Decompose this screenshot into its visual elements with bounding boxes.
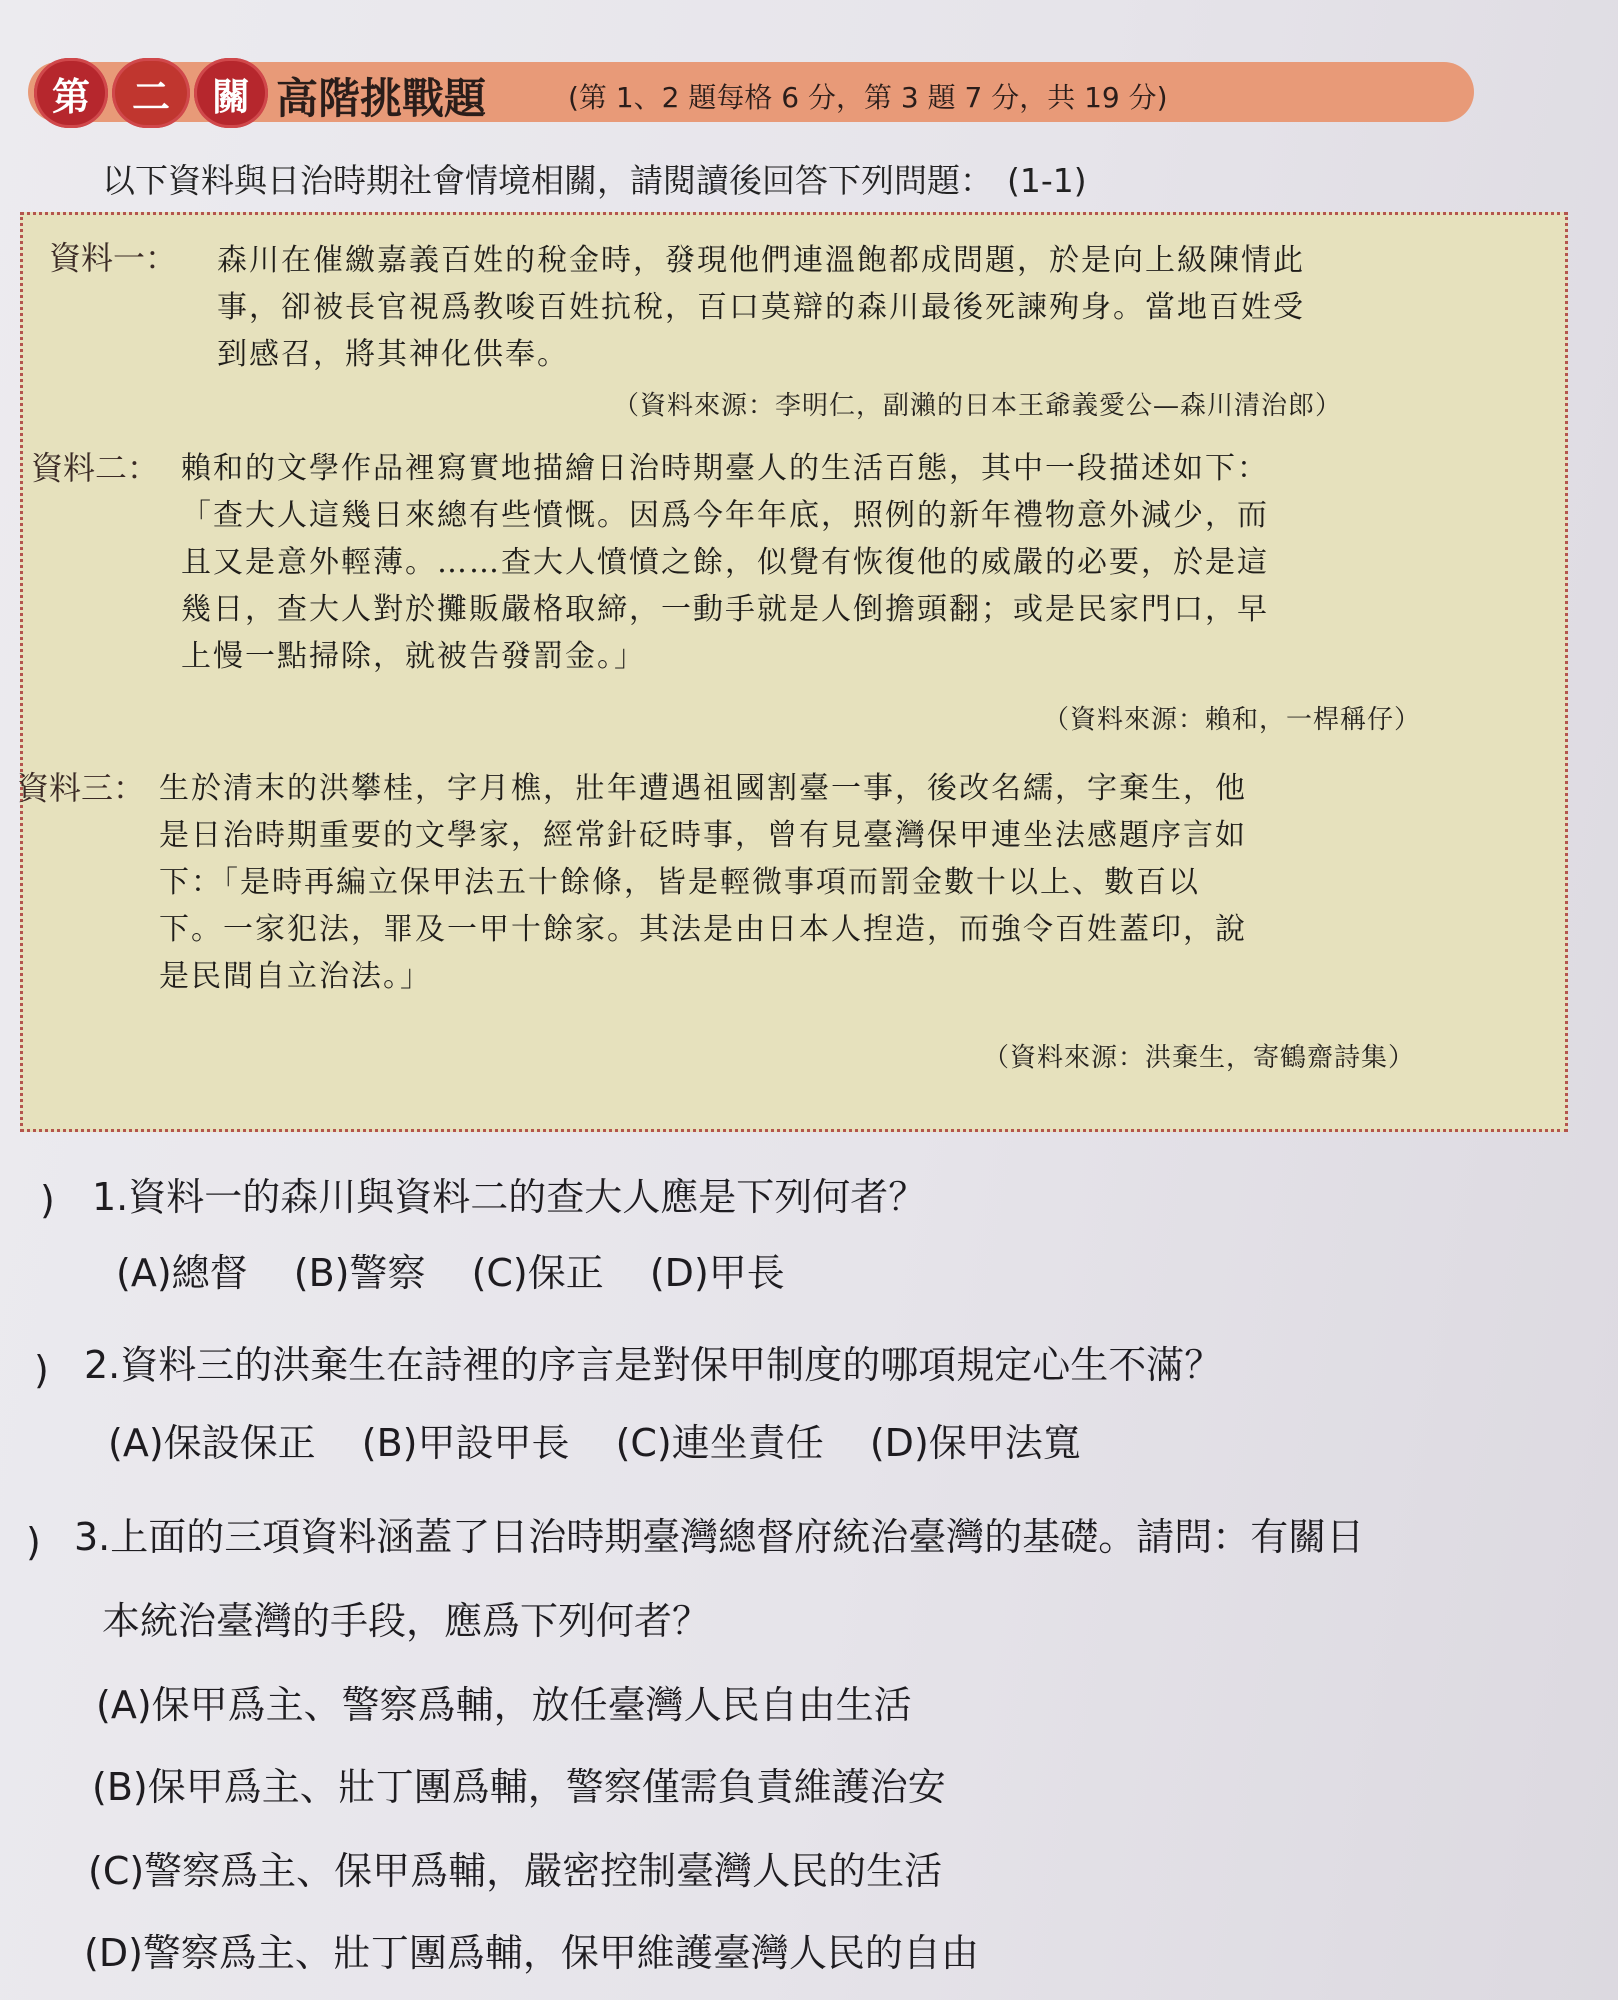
- question-3-stem: 3.上面的三項資料涵蓋了日治時期臺灣總督府統治臺灣的基礎。請問：有關日: [74, 1515, 1365, 1559]
- source-text: [159, 765, 1247, 1000]
- answer-blank[interactable]: ): [26, 1520, 41, 1564]
- answer-blank[interactable]: ): [40, 1178, 55, 1222]
- source-line: 賴和的文學作品裡寫實地描繪日治時期臺人的生活百態，其中一段描述如下：: [181, 451, 1269, 486]
- section-header: [28, 58, 1478, 128]
- source-line: 是日治時期重要的文學家，經常針砭時事，曾有見臺灣保甲連坐法感題序言如: [159, 818, 1247, 853]
- option-d[interactable]: (D)警察爲主、壯丁團爲輔，保甲維護臺灣人民的自由: [84, 1931, 979, 1975]
- source-line: 且又是意外輕薄。……查大人憤憤之餘，似覺有恢復他的威嚴的必要，於是這: [181, 545, 1269, 580]
- option-c[interactable]: (C)警察爲主、保甲爲輔，嚴密控制臺灣人民的生活: [88, 1849, 943, 1893]
- option-b[interactable]: (B)保甲爲主、壯丁團爲輔，警察僅需負責維護治安: [92, 1765, 946, 1809]
- question-code: (1-1): [1007, 161, 1087, 200]
- source-line: 生於清末的洪攀桂，字月樵，壯年遭遇祖國割臺一事，後改名繻，字棄生，他: [159, 771, 1247, 806]
- source-line: 幾日，查大人對於攤販嚴格取締，一動手就是人倒擔頭翻；或是民家門口，早: [181, 592, 1269, 627]
- option-b[interactable]: (B)警察: [293, 1251, 426, 1295]
- source-line: 下：「是時再編立保甲法五十餘條，皆是輕微事項而罰金數十以上、數百以: [159, 865, 1200, 900]
- source-label: 資料一：: [49, 239, 178, 277]
- level-badge: [34, 58, 268, 128]
- answer-blank[interactable]: ): [34, 1348, 49, 1392]
- source-citation: （資料來源：賴和，一桿稱仔）: [1043, 705, 1422, 735]
- option-c[interactable]: (C)連坐責任: [615, 1421, 824, 1465]
- source-text: [181, 445, 1269, 680]
- source-label: 資料三：: [17, 769, 146, 807]
- source-line: 到感召，將其神化供奉。: [217, 337, 569, 372]
- question-2-options: [108, 1412, 1115, 1467]
- option-a[interactable]: (A)總督: [116, 1251, 248, 1295]
- source-label: 資料二：: [31, 449, 160, 487]
- option-b[interactable]: (B)甲設甲長: [361, 1421, 570, 1465]
- intro-text: 以下資料與日治時期社會情境相關，請閱讀後回答下列問題：: [102, 161, 993, 200]
- source-panel: [17, 212, 1568, 1132]
- level-badge-char: 第: [34, 58, 108, 128]
- source-text: [217, 237, 1305, 378]
- question-1-options: [116, 1242, 819, 1297]
- question-2-stem: 2.資料三的洪棄生在詩裡的序言是對保甲制度的哪項規定心生不滿？: [84, 1343, 1223, 1387]
- level-badge-char: 二: [112, 58, 190, 128]
- source-line: 事，卻被長官視爲教唆百姓抗稅，百口莫辯的森川最後死諫殉身。當地百姓受: [217, 290, 1305, 325]
- option-c[interactable]: (C)保正: [471, 1251, 604, 1295]
- scoring-note: (第 1、2 題每格 6 分，第 3 題 7 分，共 19 分): [568, 81, 1168, 114]
- option-a[interactable]: (A)保設保正: [108, 1421, 316, 1465]
- source-line: 「查大人這幾日來總有些憤慨。因爲今年年底，照例的新年禮物意外減少，而: [181, 498, 1269, 533]
- option-d[interactable]: (D)甲長: [649, 1251, 785, 1295]
- question-1-stem: 1.資料一的森川與資料二的查大人應是下列何者？: [92, 1175, 927, 1219]
- source-line: 下。一家犯法，罪及一甲十餘家。其法是由日本人揑造，而強令百姓蓋印，說: [159, 912, 1247, 947]
- source-line: 是民間自立治法。」: [159, 959, 432, 994]
- source-line: 森川在催繳嘉義百姓的稅金時，發現他們連溫飽都成問題，於是向上級陳情此: [217, 243, 1305, 278]
- section-title: 高階挑戰題: [276, 74, 487, 123]
- option-a[interactable]: (A)保甲爲主、警察爲輔，放任臺灣人民自由生活: [96, 1683, 912, 1727]
- option-d[interactable]: (D)保甲法寬: [869, 1421, 1081, 1465]
- source-citation: （資料來源：洪棄生，寄鶴齋詩集）: [983, 1043, 1416, 1073]
- question-3-stem-cont: 本統治臺灣的手段，應爲下列何者？: [102, 1599, 711, 1643]
- source-citation: （資料來源：李明仁，副瀨的日本王爺義愛公—森川清治郎）: [613, 391, 1343, 421]
- level-badge-char: 關: [194, 58, 268, 128]
- intro-instruction: [102, 155, 1087, 202]
- source-line: 上慢一點掃除，就被告發罰金。」: [181, 639, 646, 674]
